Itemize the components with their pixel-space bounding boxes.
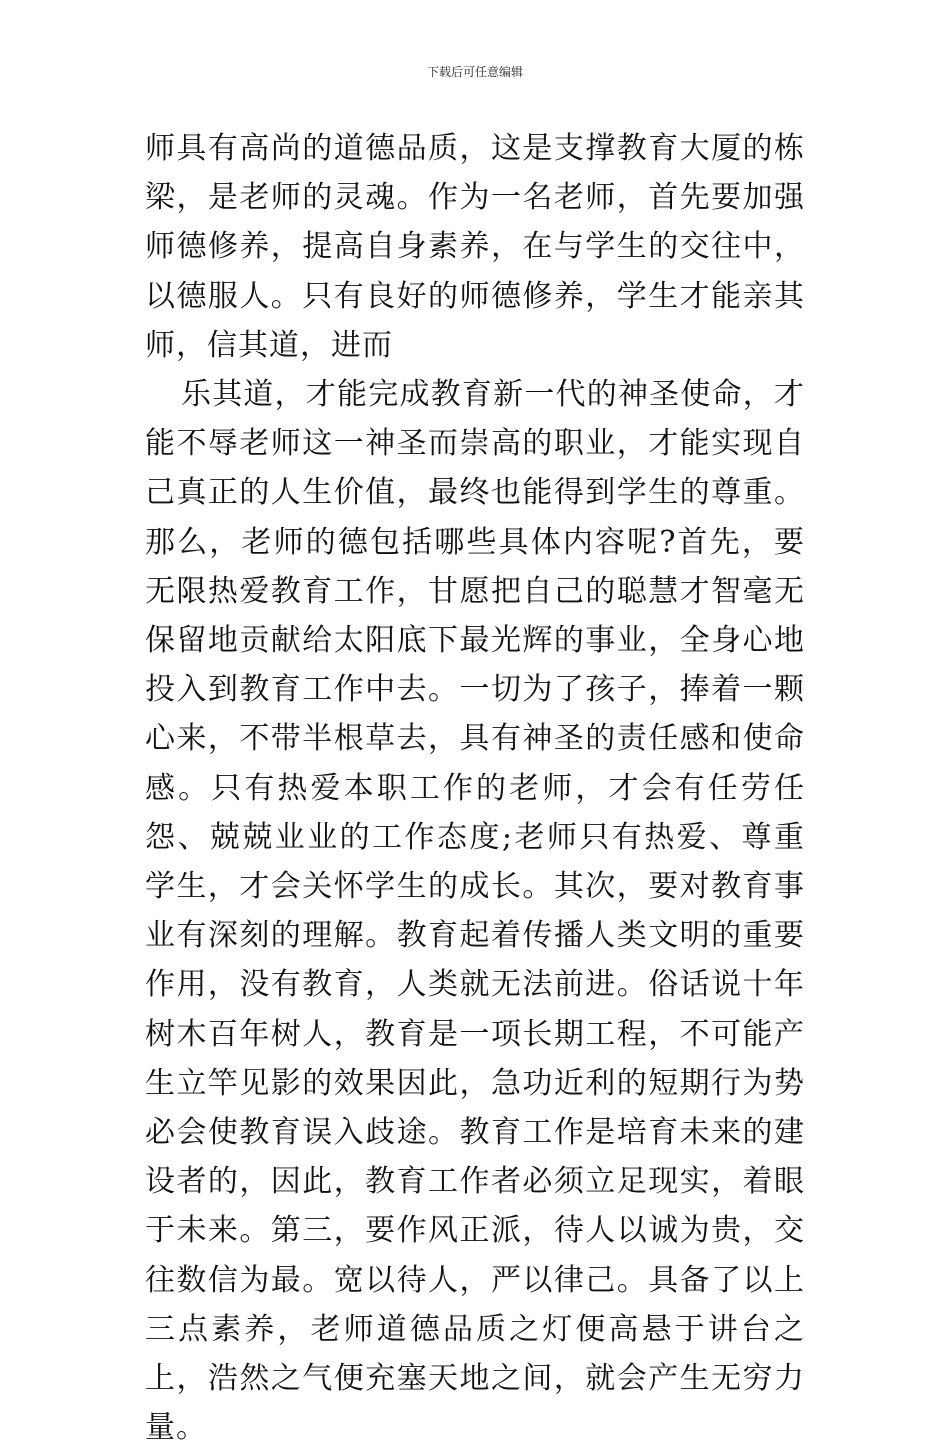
document-body [145, 124, 805, 1452]
paragraph-1: 师具有高尚的道德品质，这是支撑教育大厦的栋梁，是老师的灵魂。作为一名老师，首先要加强师德修养，提高自身素养，在与学生的交往中，以德服人。只有良好的师德修养，学生才能亲其师，信其道，进而 [145, 131, 805, 363]
paragraph-2: 乐其道，才能完成教育新一代的神圣使命，才能不辱老师这一神圣而崇高的职业，才能实现自己真正的人生价值，最终也能得到学生的尊重。那么，老师的德包括哪些具体内容呢?首先，要无限热爱教育工作，甘愿把自己的聪慧才智毫无保留地贡献给太阳底下最光辉的事业，全身心地投入到教育工作中去。一切为了孩子，捧着一颗心来，不带半根草去，具有神圣的责任感和使命感。只有热爱本职工作的老师，才会有任劳任怨、兢兢业业的工作态度;老师只有热爱、尊重学生，才会关怀学生的成长。其次，要对教育事业有深刻的理解。教育起着传播人类文明的重要作用，没有教育，人类就无法前进。俗话说十年树木百年树人，教育是一项长期工程，不可能产生立竿见影的效果因此，急功近利的短期行为势必会使教育误入歧途。教育工作是培育未来的建设者的，因此，教育工作者必须立足现实，着眼于未来。第三，要作风正派，待人以诚为贵，交往数信为最。宽以待人，严以律己。具备了以上三点素养，老师道德品质之灯便高悬于讲台之上，浩然之气便充塞天地之间，就会产生无穷力量。 [145, 377, 805, 1446]
page-header: 下载后可任意编辑 [426, 65, 523, 79]
